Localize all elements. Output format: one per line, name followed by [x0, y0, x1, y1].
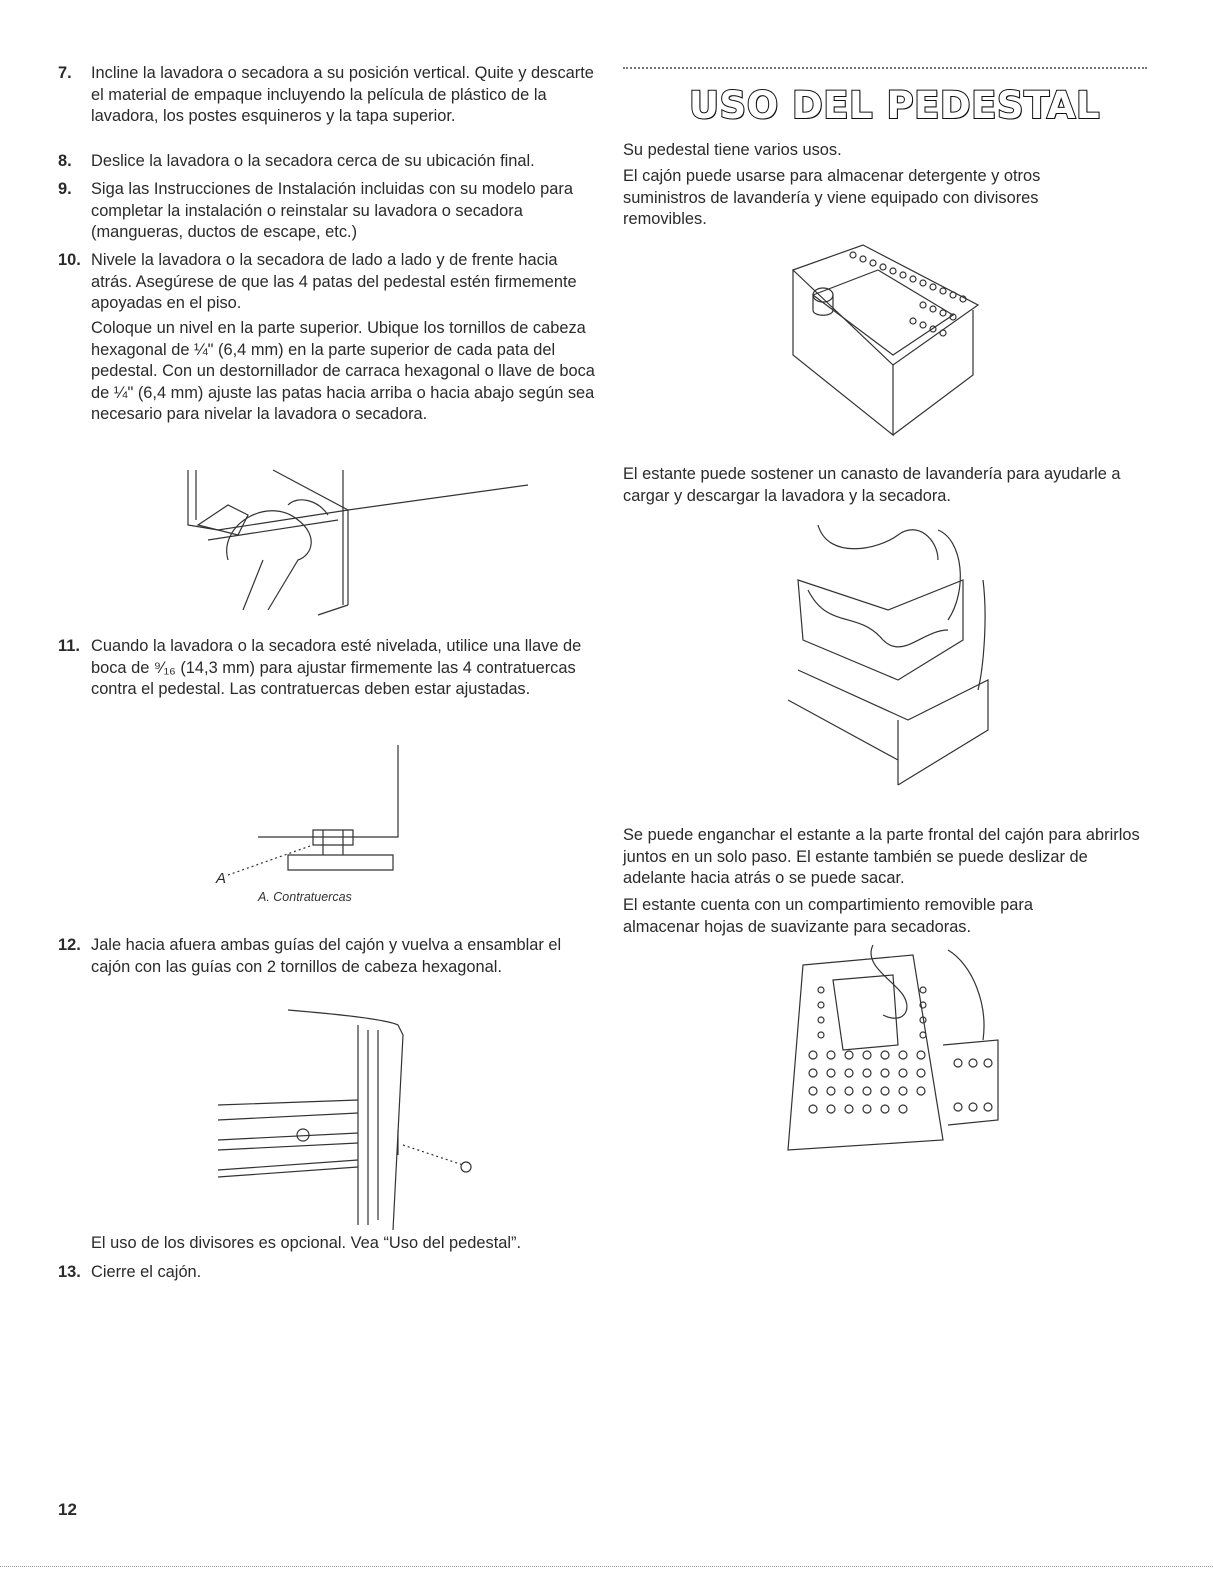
section-divider — [623, 67, 1147, 69]
step-number: 7. — [58, 64, 72, 82]
section-title: USO DEL PEDESTAL — [689, 84, 1101, 127]
page-bottom-edge — [0, 1566, 1213, 1567]
locknut-illustration — [218, 745, 418, 885]
step-10-detail: Coloque un nivel en la parte superior. Ubique los tornillos de cabeza hexagonal de ¼" (6,4 mm) en la parte superior de cada pata del pedestal. Con un destornillador de carraca hexagonal o llave de boca de ¼" (6,4 mm) ajuste las patas hacia arriba o hacia abajo según sea necesario para nivelar la lavadora o secadora. — [91, 319, 595, 424]
step-10 — [58, 250, 603, 315]
paragraph-shelf: El estante puede sostener un canasto de lavandería para ayudarle a cargar y descargar la lavadora y la secadora. — [623, 465, 1121, 505]
step-13 — [58, 1262, 603, 1284]
drawer-illustration — [783, 235, 983, 445]
paragraph-drawer: El cajón puede usarse para almacenar detergente y otros suministros de lavandería y viene equipado con divisores removibles. — [623, 167, 1041, 229]
figure-caption: A. Contratuercas — [258, 890, 352, 904]
step-9 — [58, 179, 603, 244]
paragraph-compartment: El estante cuenta con un compartimiento removible para almacenar hojas de suavizante para secadoras. — [623, 896, 1033, 936]
step-number: 9. — [58, 180, 72, 198]
step-7 — [58, 63, 603, 128]
step-12 — [58, 935, 603, 978]
step-number: 13. — [58, 1263, 81, 1281]
step-text: Nivele la lavadora o la secadora de lado a lado y de frente hacia atrás. Asegúrese de que las 4 patas del pedestal estén firmemente apoyadas en el piso. — [91, 251, 577, 313]
step-text: Deslice la lavadora o la secadora cerca de su ubicación final. — [91, 152, 535, 170]
compartment-illustration — [773, 945, 1003, 1160]
basket-illustration — [788, 520, 988, 800]
locknut-label: A — [216, 870, 227, 887]
step-8 — [58, 151, 603, 173]
step-number: 12. — [58, 936, 81, 954]
optional-note: El uso de los divisores es opcional. Vea “Uso del pedestal”. — [91, 1234, 522, 1252]
divider-holes — [850, 252, 966, 336]
drawer-slide-illustration — [208, 1005, 488, 1230]
step-text: Incline la lavadora o secadora a su posición vertical. Quite y descarte el material de empaque incluyendo la película de plástico de la lavadora, los postes esquineros y la tapa superior. — [91, 64, 594, 126]
step-text: Cuando la lavadora o la secadora esté nivelada, utilice una llave de boca de ⁹⁄₁₆ (14,3 mm) para ajustar firmemente las 4 contratuercas contra el pedestal. Las contratuercas deben estar ajustadas. — [91, 637, 582, 699]
step-text: Cierre el cajón. — [91, 1263, 202, 1281]
step-text: Jale hacia afuera ambas guías del cajón y vuelva a ensamblar el cajón con las guías con 2 tornillos de cabeza hexagonal. — [91, 936, 562, 976]
leveling-illustration — [188, 465, 528, 610]
step-number: 10. — [58, 251, 81, 269]
paragraph-hook: Se puede enganchar el estante a la parte frontal del cajón para abrirlos juntos en un solo paso. El estante también se puede deslizar de adelante hacia atrás o se puede sacar. — [623, 826, 1140, 888]
step-number: 8. — [58, 152, 72, 170]
step-text: Siga las Instrucciones de Instalación incluidas con su modelo para completar la instalación o reinstalar su lavadora o secadora (mangueras, ductos de escape, etc.) — [91, 180, 573, 242]
page-number: 12 — [58, 1500, 77, 1519]
step-number: 11. — [58, 637, 80, 655]
paragraph-uses: Su pedestal tiene varios usos. — [623, 141, 842, 159]
step-11 — [58, 636, 603, 701]
